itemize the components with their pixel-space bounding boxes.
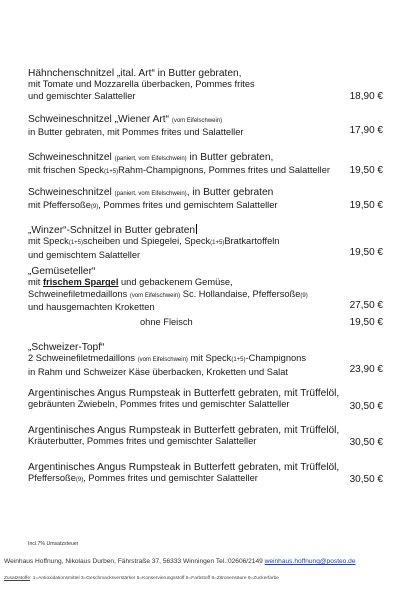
item-price: 19,50 € xyxy=(349,247,383,258)
item-description: mit Tomate und Mozzarella überbacken, Pommes frites xyxy=(28,79,255,90)
item-origin-note: (vom Eifelschwein) xyxy=(137,357,188,364)
item-title-suffix: , in Butter gebraten xyxy=(186,187,274,198)
item-origin-note: (paniert, vom Eifelschwein) xyxy=(114,191,187,197)
item-price: 30,50 € xyxy=(349,437,383,448)
item-price: 17,90 € xyxy=(349,125,383,136)
item-price: 23,90 € xyxy=(349,364,383,375)
menu-item-schnitzel-pfeffer xyxy=(28,187,348,214)
item-description: in Butter gebraten, mit Pommes frites und Salatteller xyxy=(28,127,244,138)
text-cursor xyxy=(196,224,197,234)
item-title: „Schweizer-Topf“ xyxy=(28,342,105,353)
item-description: , Pommes frites und gemischter Salatteller xyxy=(83,473,258,484)
item-description: Sc. Hollandaise, Pfeffersoße xyxy=(180,288,301,299)
item-description: -Champignons xyxy=(245,353,306,364)
item-origin-note: (vom Eifelschwein) xyxy=(171,118,223,124)
item-origin-note: (paniert, vom Eifelschwein) xyxy=(114,156,187,162)
item-description: gebräunten Zwiebeln, Pommes frites und gemischter Salatteller xyxy=(28,399,290,410)
menu-item-haehnchenschnitzel xyxy=(28,68,348,102)
additives-legend xyxy=(4,576,279,581)
tax-note: Incl.7% Umsatzsteuer xyxy=(28,541,79,547)
item-title: Argentinisches Angus Rumpsteak in Butterfett gebraten, mit Trüffelöl, xyxy=(28,462,340,473)
item-price: 30,50 € xyxy=(349,401,383,412)
item-description: mit Speck xyxy=(28,236,69,247)
additives-text: : 1=Antioxidationsmittel 3=Geschmacksverstärker 5=Konservierungsstoff 6=Farbstoff 8=Zitronensäure 9=Zuckerfarbe xyxy=(30,576,279,581)
item-description: Schweinefiletmedaillons xyxy=(28,288,128,299)
item-description: scheiben und Spiegelei, Speck xyxy=(83,236,211,247)
item-title-suffix: in Butter gebraten, xyxy=(189,152,274,163)
contact-address: Weinhaus Hoffnung, Nikolaus Durben, Fährstraße 37, 56333 Winningen Tel.:02606/2149 xyxy=(4,558,265,565)
item-description: und gebackenem Gemüse, xyxy=(118,277,233,288)
menu-item-gemueseteller xyxy=(28,266,348,314)
additive-code: (1+5) xyxy=(231,357,246,364)
additive-code: (1+5) xyxy=(103,169,119,176)
item-title: Schweineschnitzel xyxy=(28,187,112,198)
menu-item-winzer-schnitzel xyxy=(28,224,348,261)
item-description: mit frischen Speck xyxy=(28,165,104,176)
item-description: Kräuterbutter, Pommes frites und gemischter Salatteller xyxy=(28,436,257,447)
item-title: Schweineschnitzel xyxy=(28,152,112,163)
item-title: Argentinisches Angus Rumpsteak in Butterfett gebraten, mit Trüffelöl, xyxy=(28,425,340,436)
alt-option-price: 19,50 € xyxy=(349,317,383,328)
additives-label: Zusatzstoffe xyxy=(4,576,31,581)
item-description: und gemischtem Salatteller xyxy=(28,249,141,260)
additive-code: (9) xyxy=(90,204,99,211)
item-description: und hausgemachten Kroketten xyxy=(28,302,155,313)
item-price: 18,90 € xyxy=(349,91,383,102)
item-price: 30,50 € xyxy=(349,474,383,485)
additive-code: (9) xyxy=(75,477,84,484)
additive-code: (1+5) xyxy=(210,240,225,247)
item-origin-note: (vom Eifelschwein) xyxy=(129,292,181,299)
menu-item-rumpsteak-pfeffer xyxy=(28,462,348,487)
item-price: 27,50 € xyxy=(349,300,383,311)
menu-item-schnitzel-rahm xyxy=(28,152,348,179)
item-description: , Pommes frites und gemischtem Salatteller xyxy=(98,200,278,211)
item-title: „Winzer“-Schnitzel in Butter gebraten xyxy=(28,225,196,236)
item-price: 19,50 € xyxy=(349,165,383,176)
item-title: Schweineschnitzel „Wiener Art“ xyxy=(28,114,169,125)
item-description: mit Speck xyxy=(187,353,232,364)
additive-code: (1+5) xyxy=(68,240,84,247)
email-link[interactable]: weinhaus.hoffnung@posteo.de xyxy=(264,558,356,565)
menu-item-rumpsteak-zwiebeln xyxy=(28,388,348,411)
item-description: mit xyxy=(28,277,43,288)
item-description: Bratkartoffeln xyxy=(224,236,280,247)
item-description: 2 Schweinefiletmedaillons xyxy=(28,353,135,364)
additive-code: (9) xyxy=(300,292,308,299)
menu-item-schweizer-topf xyxy=(28,342,348,378)
item-title: Hähnchenschnitzel „ital. Art“ in Butter gebraten, xyxy=(28,68,242,79)
item-description: Pfeffersoße xyxy=(28,473,76,484)
item-description: mit Pfeffersoße xyxy=(28,200,91,211)
menu-item-wiener-art xyxy=(28,114,348,139)
item-description: Rahm-Champignons, Pommes frites und Salatteller xyxy=(118,165,330,176)
item-highlight: frischem Spargel xyxy=(42,277,119,288)
item-description: und gemischter Salatteller xyxy=(28,90,136,101)
item-price: 19,50 € xyxy=(349,200,383,211)
alt-option-label: ohne Fleisch xyxy=(140,317,193,327)
menu-item-rumpsteak-kraeuterbutter xyxy=(28,425,348,448)
item-title: Argentinisches Angus Rumpsteak in Butterfett gebraten, mit Trüffelöl, xyxy=(28,388,340,399)
item-title: „Gemüseteller“ xyxy=(28,266,96,277)
item-description: in Rahm und Schweizer Käse überbacken, Kroketten und Salat xyxy=(28,366,288,377)
contact-line xyxy=(4,558,356,565)
